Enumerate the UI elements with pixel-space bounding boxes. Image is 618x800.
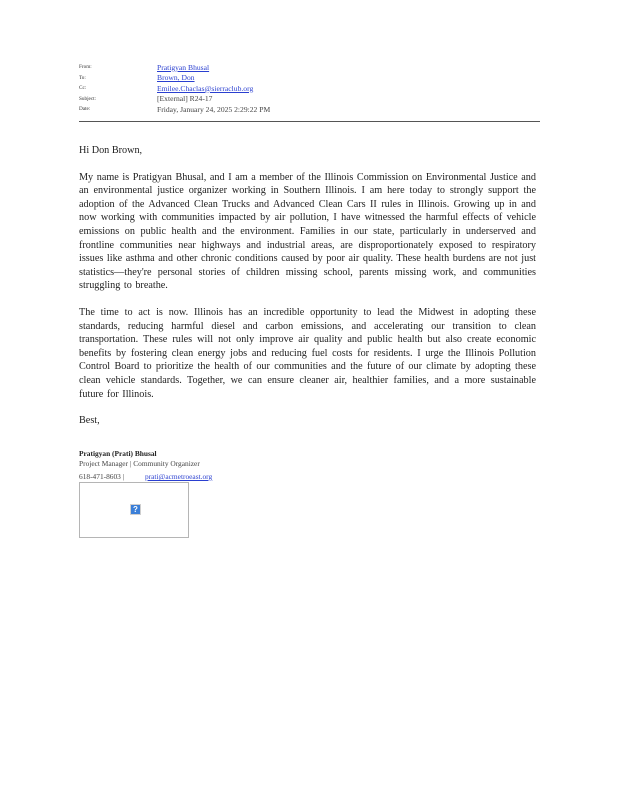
header-row-subject: [79, 94, 539, 105]
body-paragraph-2: The time to act is now. Illinois has an incredible opportunity to lead the Midwest in adopting these standards, reducing harmful diesel and carbon emissions, and accelerating our transition to clean transportation. These rules will not only improve air quality and public health but also create economic benefits by fostering clean energy jobs and reducing fuel costs for residents. I urge the Illinois Pollution Control Board to prioritize the health of our communities and the future of our climate by adopting these clean vehicle standards. Together, we can ensure cleaner air, healthier families, and a more sustainable future for Illinois.: [79, 306, 536, 400]
signature-phone: 618-471-8603 |: [79, 472, 125, 481]
from-label: From:: [79, 64, 92, 71]
subject-value: [External] R24-17: [157, 94, 213, 104]
from-value[interactable]: Pratigyan Bhusal: [157, 62, 210, 72]
subject-label: Subject:: [79, 95, 97, 102]
to-value[interactable]: Brown, Don: [157, 73, 195, 83]
signature-email-link[interactable]: prati@acmetroeast.org: [145, 472, 213, 481]
cc-value[interactable]: Emilee.Chaclas@sierraclub.org: [157, 83, 254, 93]
date-label: Date:: [79, 106, 91, 113]
to-label: To:: [79, 74, 86, 81]
broken-image-icon: ?: [130, 504, 141, 515]
signature-image-placeholder: [79, 482, 189, 538]
signature-contact: [79, 472, 212, 481]
header-row-cc: [79, 83, 539, 94]
greeting: Hi Don Brown,: [79, 145, 143, 156]
signature-title: Project Manager | Community Organizer: [79, 459, 200, 468]
header-divider: [79, 121, 540, 122]
cc-label: Cc:: [79, 85, 87, 92]
closing: Best,: [79, 415, 100, 427]
email-body: [79, 144, 536, 440]
header-row-date: [79, 104, 539, 115]
header-row-from: [79, 62, 539, 73]
signature-name: Pratigyan (Prati) Bhusal: [79, 449, 157, 458]
header-row-to: [79, 73, 539, 84]
email-header: [79, 62, 539, 115]
body-paragraph-1: My name is Pratigyan Bhusal, and I am a member of the Illinois Commission on Environmental Justice and an environmental justice organizer working in Southern Illinois. I am here today to strongly support the adoption of the Advanced Clean Trucks and Advanced Clean Cars II rules in Illinois. Growing up in and now working with communities impacted by air pollution, I have witnessed the harmful effects of vehicle emissions on public health and the environment. Families in our state, particularly in underserved and frontline communities near highways and industrial areas, are disproportionately exposed to respiratory issues like asthma and other chronic conditions caused by poor air quality. These health burdens are not just statistics—they're personal stories of children missing school, parents missing work, and communities struggling to breathe.: [79, 171, 536, 292]
date-value: Friday, January 24, 2025 2:29:22 PM: [157, 104, 271, 114]
